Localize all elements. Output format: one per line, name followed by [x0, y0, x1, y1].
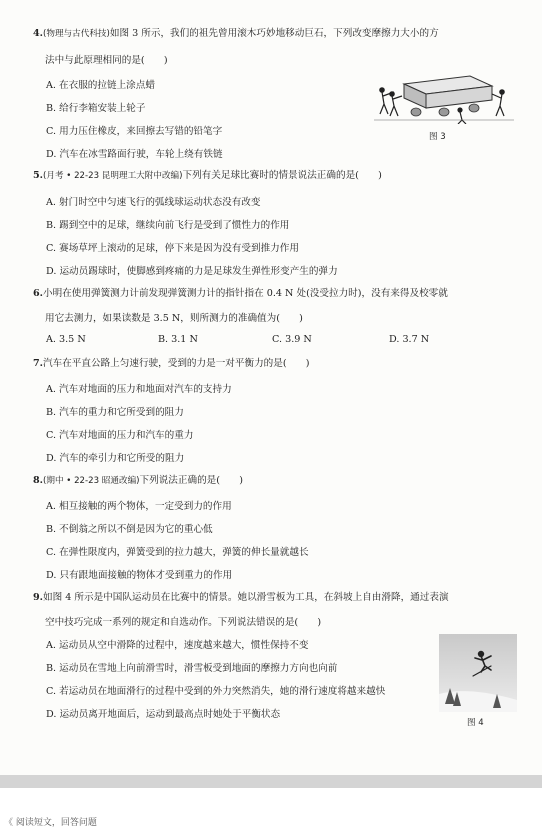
- question-tag: (物理与古代科技): [43, 29, 110, 39]
- question-number: 6.: [33, 288, 44, 299]
- option-a: A. 3.5 N: [46, 334, 86, 345]
- figure-3-caption: 图 3: [429, 132, 446, 142]
- option-d: D. 汽车在冰雪路面行驶，车轮上绕有铁链: [46, 149, 223, 160]
- option-c: C. 3.9 N: [272, 334, 312, 345]
- question-6-stem: [33, 287, 448, 300]
- option-c: C. 若运动员在地面滑行的过程中受到的外力突然消失，她的滑行速度将越来越快: [46, 686, 386, 697]
- option-b: B. 3.1 N: [158, 334, 198, 345]
- option-c: C. 赛场草坪上滚动的足球，停下来是因为没有受到推力作用: [46, 243, 299, 254]
- skier-photo: [439, 634, 517, 712]
- rolling-logs-illustration: [374, 72, 514, 124]
- question-text: 如图 4 所示是中国队运动员在比赛中的情景。她以滑雪板为工具，在斜坡上自由滑降，通过表演: [43, 592, 449, 603]
- question-number: 9.: [33, 592, 44, 603]
- question-text: 如图 3 所示，我们的祖先曾用滚木巧妙地移动巨石，下列改变摩擦力大小的方: [109, 28, 439, 39]
- option-b: B. 运动员在雪地上向前滑雪时，滑雪板受到地面的摩擦力方向也向前: [46, 663, 338, 674]
- question-number: 8.: [33, 475, 44, 486]
- question-5-stem: [33, 169, 382, 183]
- question-tag: (期中 • 22-23 昭通改编): [43, 476, 140, 486]
- option-b: B. 汽车的重力和它所受到的阻力: [46, 407, 184, 418]
- question-9-stem-continued: 空中技巧完成一系列的规定和自选动作。下列说法错误的是( ): [45, 617, 322, 628]
- option-b: B. 不倒翁之所以不倒是因为它的重心低: [46, 524, 213, 535]
- option-b: B. 踢到空中的足球，继续向前飞行是受到了惯性力的作用: [46, 220, 290, 231]
- option-a: A. 在衣服的拉链上涂点蜡: [46, 80, 155, 91]
- question-4-stem: [33, 27, 439, 41]
- question-6-stem-continued: 用它去测力，如果读数是 3.5 N，则所测力的准确值为( ): [45, 313, 303, 324]
- page-separator: [0, 775, 542, 788]
- question-text: 下列有关足球比赛时的情景说法正确的是( ): [182, 170, 382, 181]
- question-text: 下列说法正确的是( ): [139, 475, 243, 486]
- option-d: D. 汽车的牵引力和它所受的阻力: [46, 453, 185, 464]
- option-d: D. 运动员踢球时，使脚感到疼痛的力是足球发生弹性形变产生的弹力: [46, 266, 338, 277]
- next-page-heading: 《 阅读短文，回答问题: [4, 818, 97, 828]
- option-a: A. 射门时空中匀速飞行的弧线球运动状态没有改变: [46, 197, 261, 208]
- question-7-stem: [33, 357, 310, 370]
- option-d: D. 运动员离开地面后，运动到最高点时她处于平衡状态: [46, 709, 281, 720]
- option-b: B. 给行李箱安装上轮子: [46, 103, 146, 114]
- question-9-stem: [33, 591, 449, 604]
- option-d: D. 只有跟地面接触的物体才受到重力的作用: [46, 570, 233, 581]
- question-number: 7.: [33, 358, 44, 369]
- option-a: A. 相互接触的两个物体，一定受到力的作用: [46, 501, 232, 512]
- option-a: A. 运动员从空中滑降的过程中，速度越来越大，惯性保持不变: [46, 640, 309, 651]
- question-4-stem-continued: 法中与此原理相同的是( ): [45, 55, 168, 66]
- question-number: 5.: [33, 170, 44, 181]
- option-d: D. 3.7 N: [389, 334, 430, 345]
- question-number: 4.: [33, 28, 44, 39]
- figure-4-caption: 图 4: [467, 718, 484, 728]
- question-8-stem: [33, 474, 243, 488]
- question-text: 汽车在平直公路上匀速行驶，受到的力是一对平衡力的是( ): [43, 358, 310, 369]
- option-c: C. 汽车对地面的压力和汽车的重力: [46, 430, 194, 441]
- option-a: A. 汽车对地面的压力和地面对汽车的支持力: [46, 384, 232, 395]
- option-c: C. 用力压住橡皮，来回擦去写错的铅笔字: [46, 126, 223, 137]
- question-tag: (月考 • 22-23 昆明理工大附中改编): [43, 171, 183, 181]
- option-c: C. 在弹性限度内，弹簧受到的拉力越大，弹簧的伸长量就越长: [46, 547, 309, 558]
- question-text: 小明在使用弹簧测力计前发现弹簧测力计的指针指在 0.4 N 处(没受拉力时)，没有来得及校零就: [43, 288, 448, 299]
